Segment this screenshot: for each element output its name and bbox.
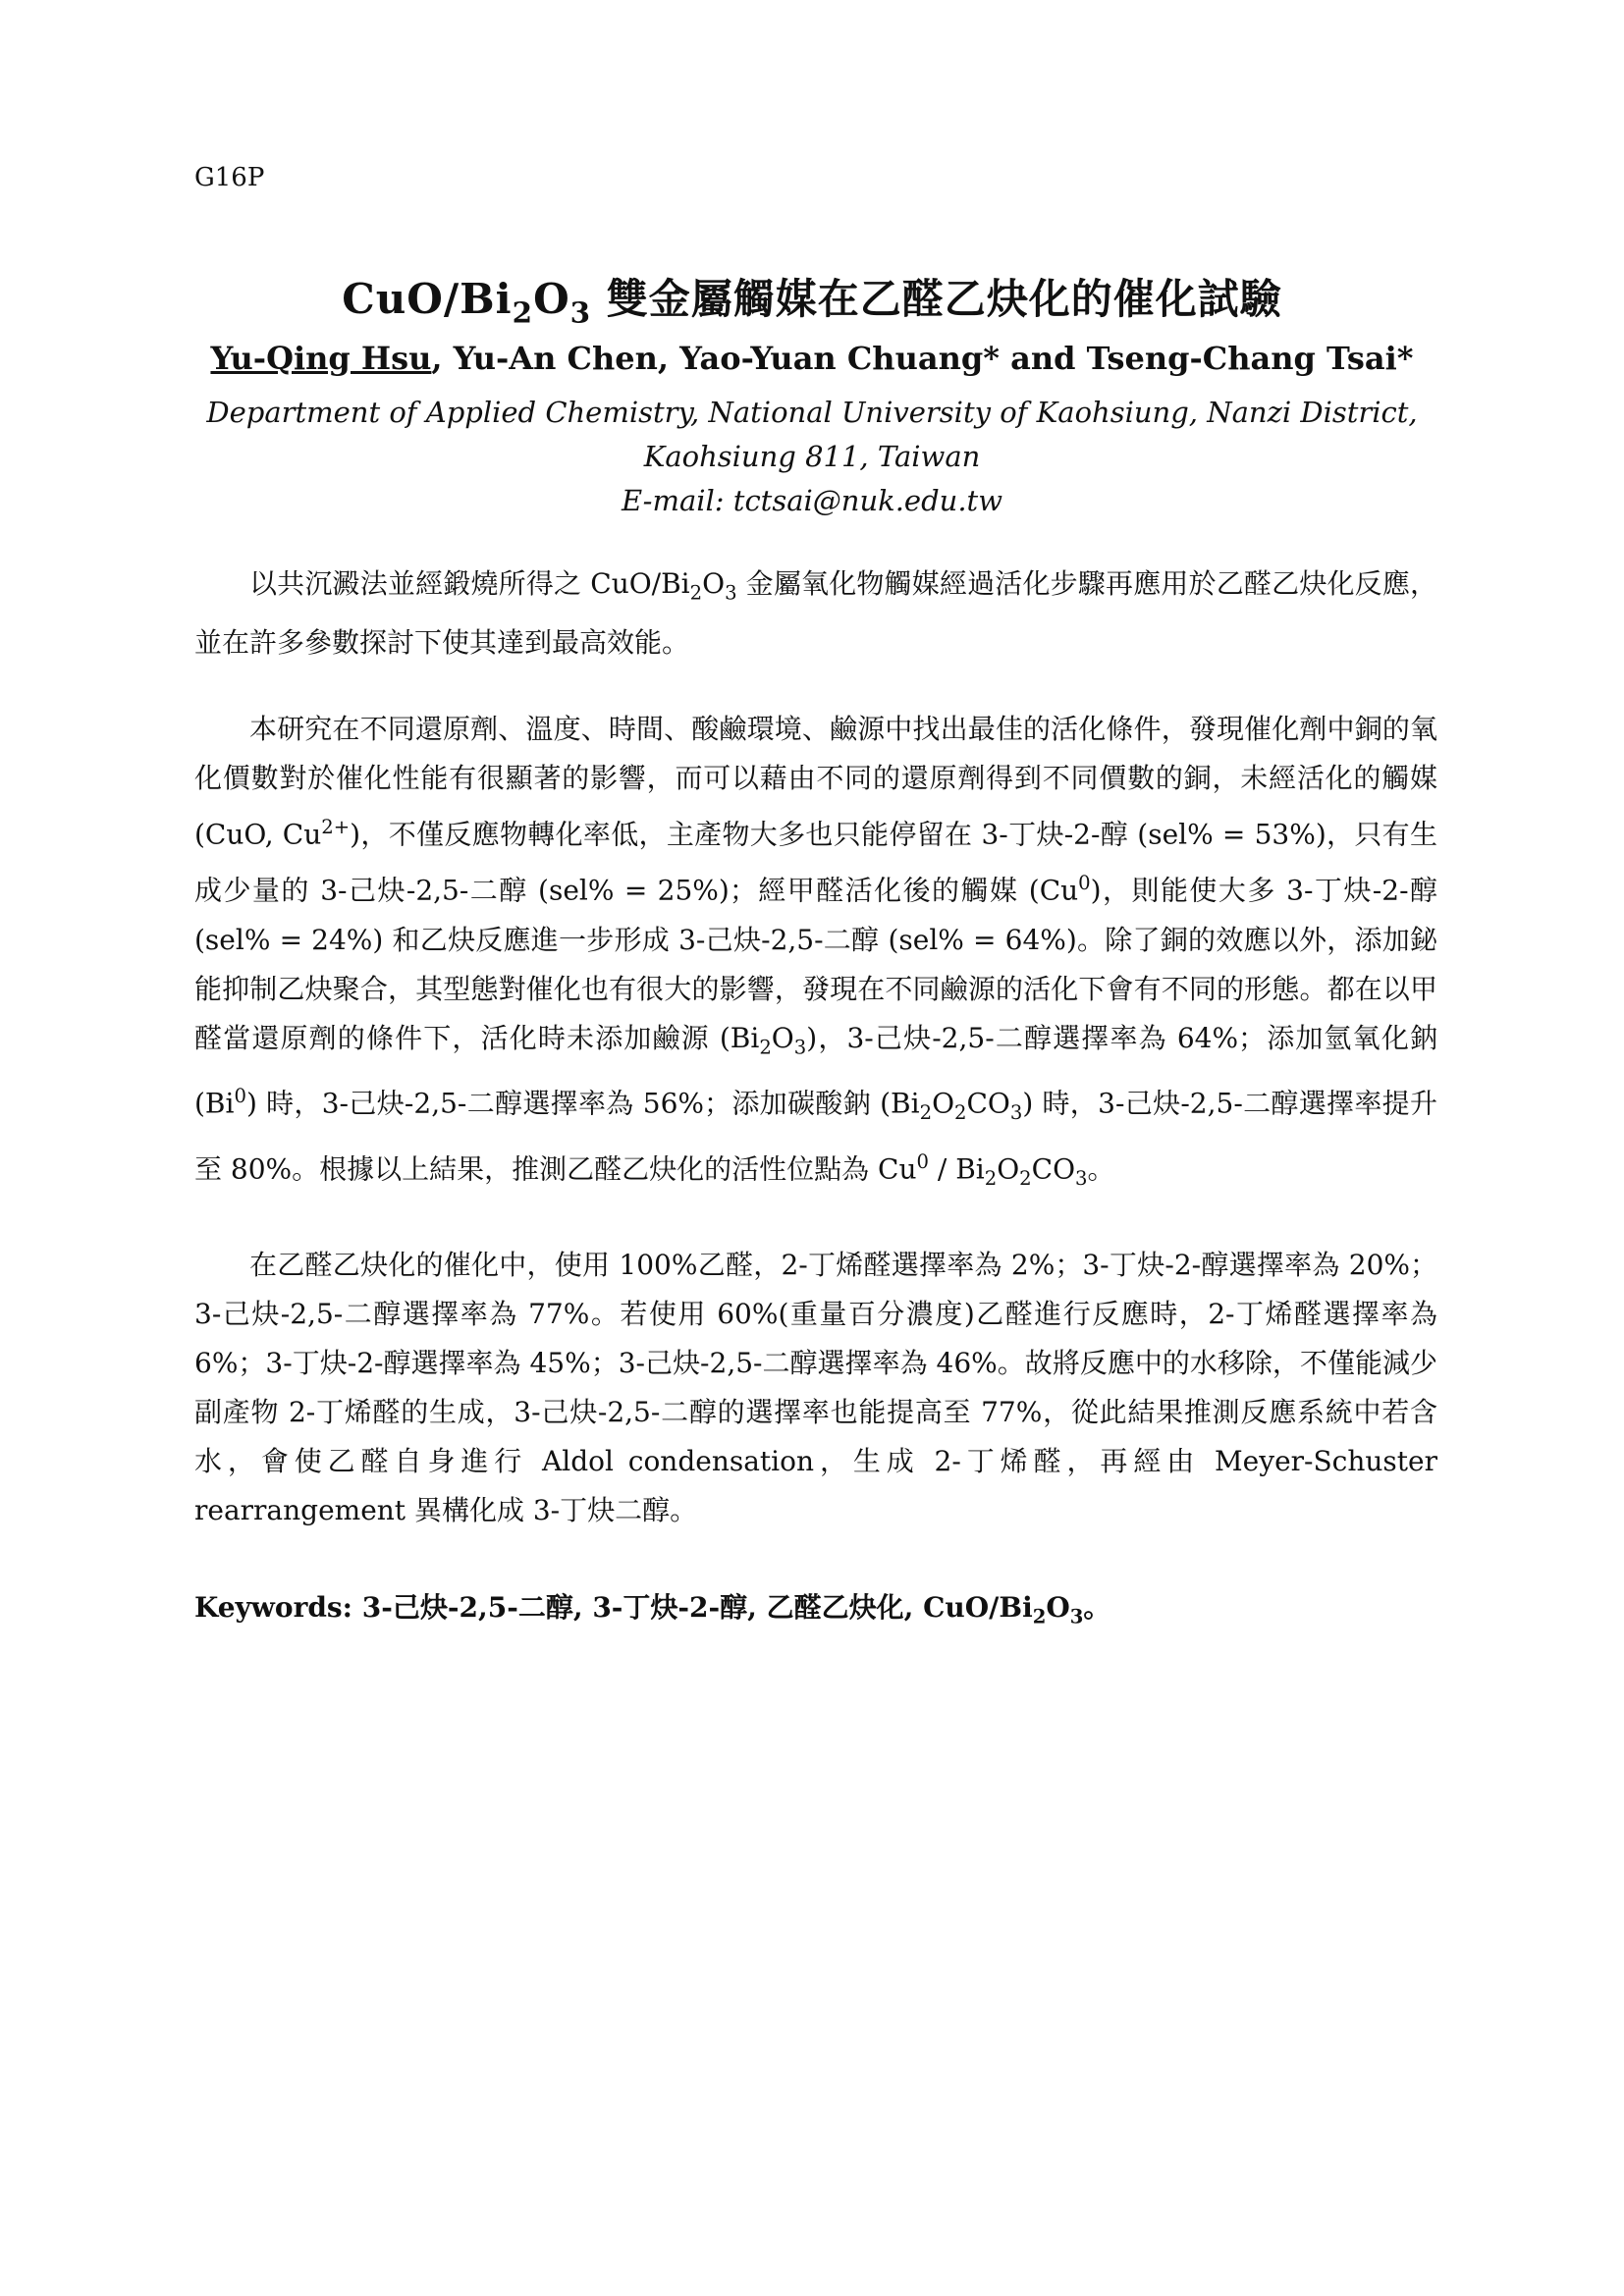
paper-code: G16P xyxy=(194,163,265,192)
abstract-paragraph-2: 本研究在不同還原劑、溫度、時間、酸鹼環境、鹼源中找出最佳的活化條件，發現催化劑中銅的氧化價數對於催化性能有很顯著的影響，而可以藉由不同的還原劑得到不同價數的銅，未經活化的觸媒 (CuO, $Cu^{2+}$)，不僅反應物轉化率低，主產物大多也只能停留在 3-丁炔-2-醇 (sel% = 53%)，只有生成少量的 3-己炔-2,5-二醇 (sel% = 25%)；經甲醛活化後的觸媒 (Cu$^0$)，則能使大多 3-丁炔-2-醇 (sel% = 24%) 和乙炔反應進一步形成 3-己炔-2,5-二醇 (sel% = 64%)。除了銅的效應以外，添加鉍能抑制乙炔聚合，其型態對催化也有很大的影響，發現在不同鹼源的活化下會有不同的形態。都在以甲醛當還原劑的條件下，活化時未添加鹼源 $(Bi_2O_3)$，3-己炔-2,5-二醇選擇率為 64%；添加氫氧化鈉 (Bi$^0$) 時，3-己炔-2,5-二醇選擇率為 56%；添加碳酸鈉 $(Bi_2O_2CO_3)$ 時，3-己炔-2,5-二醇選擇率提升至 80%。根據以上結果，推測乙醛乙炔化的活性位點為 $Cu^0 / Bi_2O_2CO_3$。 xyxy=(194,713,1438,1191)
abstract-paragraph-1: 以共沉澱法並經鍛燒所得之 CuO/$Bi_2O_3$ 金屬氧化物觸媒經過活化步驟再應用於乙醛乙炔化反應，並在許多參數探討下使其達到最高效能。 xyxy=(194,567,1438,659)
affiliation xyxy=(0,391,1624,523)
keywords: Keywords: 3-己炔-2,5-二醇, 3-丁炔-2-醇, 乙醛乙炔化, CuO/$Bi_2O_3$。 xyxy=(194,1591,1111,1629)
presenting-author: Yu-Qing Hsu xyxy=(210,340,432,377)
author-list xyxy=(0,340,1624,377)
affiliation-line-1: Department of Applied Chemistry, National University of Kaohsiung, Nanzi District, xyxy=(206,396,1418,429)
affiliation-line-2: Kaohsiung 811, Taiwan xyxy=(643,440,981,473)
paper-title: CuO/$Bi_2O_3$ 雙金屬觸媒在乙醛乙炔化的催化試驗 xyxy=(342,275,1282,330)
abstract-paragraph-3: 在乙醛乙炔化的催化中，使用 100%乙醛，2-丁烯醛選擇率為 2%；3-丁炔-2-醇選擇率為 20%；3-己炔-2,5-二醇選擇率為 77%。若使用 60%(重量百分濃度)乙醛進行反應時，2-丁烯醛選擇率為 6%；3-丁炔-2-醇選擇率為 45%；3-己炔-2,5-二醇選擇率為 46%。故將反應中的水移除，不僅能減少副產物 2-丁烯醛的生成，3-己炔-2,5-二醇的選擇率也能提高至 77%，從此結果推測反應系統中若含水，會使乙醛自身進行 Aldol condensation，生成 2-丁烯醛，再經由 Meyer-Schuster rearrangement 異構化成 3-丁炔二醇。 xyxy=(194,1249,1437,1526)
author-email: E-mail: tctsai@nuk.edu.tw xyxy=(621,484,1003,517)
co-authors: , Yu-An Chen, Yao-Yuan Chuang* and Tseng-Chang Tsai* xyxy=(431,340,1414,377)
